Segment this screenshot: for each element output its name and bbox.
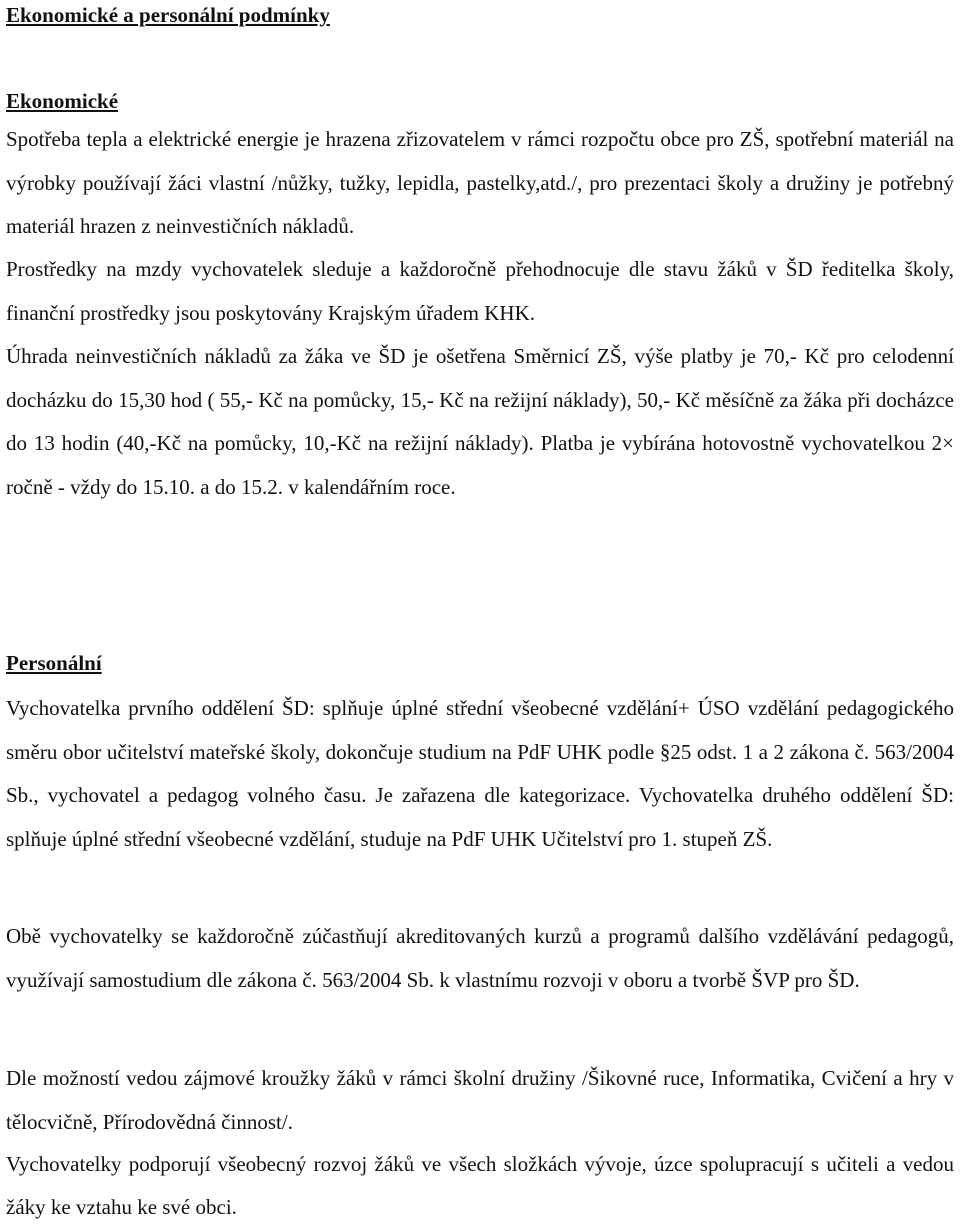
section-heading-economic: Ekonomické [6, 89, 119, 113]
economic-paragraph-wages: Prostředky na mzdy vychovatelek sleduje a každoročně přehodnocuje dle stavu žáků v ŠD ředitelka školy, finanční prostředky jsou poskytovány Krajským úřadem KHK. [6, 257, 954, 325]
personnel-paragraph-clubs: Dle možností vedou zájmové kroužky žáků v rámci školní družiny /Šikovné ruce, Informatika, Cvičení a hry v tělocvičně, Přírodovědná činnost/. [6, 1066, 954, 1134]
personnel-paragraph-qualifications: Vychovatelka prvního oddělení ŠD: splňuje úplné střední všeobecné vzdělání+ ÚSO vzdělání pedagogického směru obor učitelství mateřské školy, dokončuje studium na PdF UHK podle §25 odst. 1 a 2 zákona č. 563/2004 Sb., vychovatel a pedagog volného času. Je zařazena dle kategorizace. Vychovatelka druhého oddělení ŠD: splňuje úplné střední všeobecné vzdělání, studuje na PdF UHK Učitelství pro 1. stupeň ZŠ. [6, 696, 954, 851]
economic-paragraph-energy-materials: Spotřeba tepla a elektrické energie je hrazena zřizovatelem v rámci rozpočtu obce pro ZŠ, spotřební materiál na výrobky používají žáci vlastní /nůžky, tužky, lepidla, pastelky,atd./, pro prezentaci školy a družiny je potřebný materiál hrazen z neinvestičních nákladů. [6, 127, 954, 238]
document-title: Ekonomické a personální podmínky [6, 3, 330, 27]
personnel-paragraph-training: Obě vychovatelky se každoročně zúčastňují akreditovaných kurzů a programů dalšího vzdělávání pedagogů, využívají samostudium dle zákona č. 563/2004 Sb. k vlastnímu rozvoji v oboru a tvorbě ŠVP pro ŠD. [6, 924, 954, 992]
personnel-paragraph-cooperation: Vychovatelky podporují všeobecný rozvoj žáků ve všech složkách vývoje, úzce spolupracují s učiteli a vedou žáky ke vztahu ke své obci. [6, 1152, 954, 1219]
economic-paragraph-fees: Úhrada neinvestičních nákladů za žáka ve ŠD je ošetřena Směrnicí ZŠ, výše platby je 70,- Kč pro celodenní docházku do 15,30 hod ( 55,- Kč na pomůcky, 15,- Kč na režijní náklady), 50,- Kč měsíčně za žáka při docházce do 13 hodin (40,-Kč na pomůcky, 10,-Kč na režijní náklady). Platba je vybírána hotovostně vychovatelkou 2× ročně - vždy do 15.10. a do 15.2. v kalendářním roce. [6, 344, 954, 499]
section-heading-personnel: Personální [6, 651, 102, 675]
